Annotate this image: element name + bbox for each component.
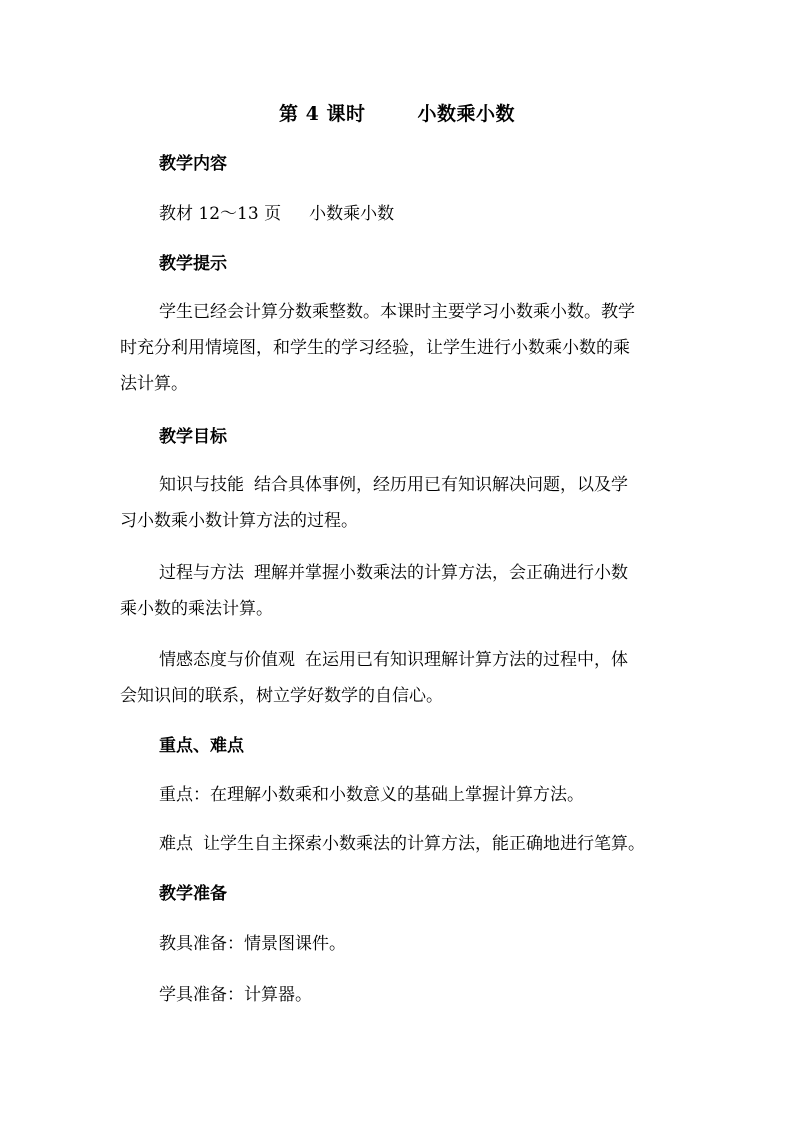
heading-hint: 教学提示 (159, 254, 227, 274)
goal-emotion-label: 情感态度与价值观 (159, 650, 295, 670)
hint-line-1: 学生已经会计算分数乘整数。本课时主要学习小数乘小数。教学 (159, 302, 635, 322)
content-pages: 教材 12～13 页 (159, 204, 282, 224)
lesson-topic: 小数乘小数 (417, 103, 515, 125)
goal-knowledge-line-2: 习小数乘小数计算方法的过程。 (120, 511, 358, 531)
key-focus: 重点：在理解小数乘和小数意义的基础上掌握计算方法。 (159, 785, 584, 805)
goal-knowledge-label: 知识与技能 (159, 475, 244, 495)
heading-key-points: 重点、难点 (159, 736, 244, 756)
heading-content: 教学内容 (159, 154, 227, 174)
heading-goals: 教学目标 (159, 427, 227, 447)
hint-line-2: 时充分利用情境图，和学生的学习经验，让学生进行小数乘小数的乘 (120, 338, 630, 358)
goal-emotion-line-2: 会知识间的联系，树立学好数学的自信心。 (120, 686, 443, 706)
content-text (159, 204, 679, 224)
content-topic: 小数乘小数 (309, 204, 395, 224)
prep-teacher: 教具准备：情景图课件。 (159, 934, 346, 954)
goal-emotion-line-1: 情感态度与价值观 在运用已有知识理解计算方法的过程中，体 (159, 650, 628, 670)
key-difficulty-label: 难点 (159, 834, 193, 854)
key-difficulty: 难点 让学生自主探索小数乘法的计算方法，能正确地进行笔算。 (159, 834, 645, 854)
goal-process-label: 过程与方法 (159, 563, 244, 583)
prep-student: 学具准备：计算器。 (159, 985, 312, 1005)
lesson-number: 第 4 课时 (279, 103, 366, 125)
goal-process-line-2: 乘小数的乘法计算。 (120, 599, 273, 619)
goal-knowledge-line-1: 知识与技能 结合具体事例，经历用已有知识解决问题，以及学 (159, 475, 628, 495)
heading-prep: 教学准备 (159, 884, 227, 904)
goal-process-line-1: 过程与方法 理解并掌握小数乘法的计算方法，会正确进行小数 (159, 563, 628, 583)
page-title (0, 99, 794, 126)
hint-line-3: 法计算。 (120, 374, 188, 394)
